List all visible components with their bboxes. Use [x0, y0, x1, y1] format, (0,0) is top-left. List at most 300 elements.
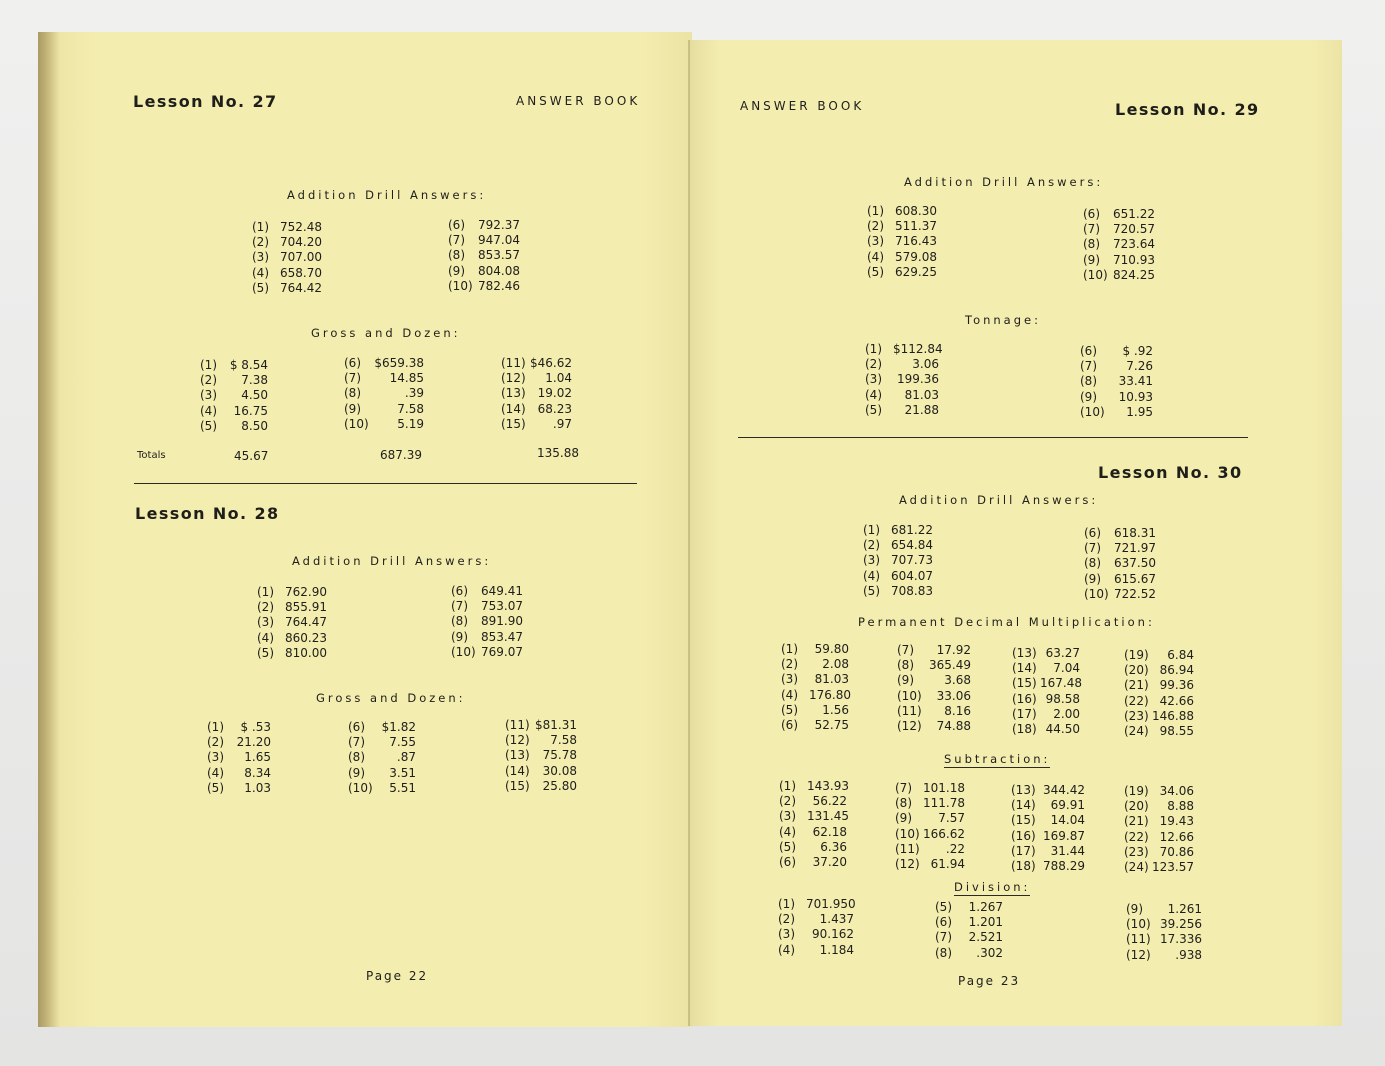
answer-number: (2): [865, 357, 882, 372]
answer-row: [895, 827, 965, 842]
sub-col3: [1011, 783, 1085, 874]
answer-value: 39.256: [1160, 917, 1202, 932]
answer-value: 701.950: [806, 897, 856, 911]
answer-number: (2): [779, 794, 796, 809]
answer-number: (1): [865, 342, 882, 356]
answer-value: 722.52: [1114, 586, 1156, 601]
answer-row: [895, 842, 965, 857]
answer-value: 651.22: [1113, 207, 1155, 221]
l28-addition-col2: [451, 584, 523, 660]
answer-row: [348, 766, 416, 781]
answer-number: (2): [252, 235, 269, 250]
answer-number: (8): [451, 614, 468, 629]
answer-value: 804.08: [478, 263, 520, 278]
answer-value: 658.70: [280, 265, 322, 280]
answer-value: 8.34: [244, 765, 271, 780]
answer-row: [344, 386, 424, 401]
answer-value: 764.42: [280, 280, 322, 295]
answer-number: (6): [448, 218, 465, 232]
answer-number: (4): [257, 630, 274, 645]
answer-number: (5): [200, 418, 217, 433]
answer-row: [348, 735, 416, 750]
answer-number: (3): [863, 553, 880, 568]
answer-row: [448, 233, 520, 248]
answer-number: (13): [501, 386, 526, 401]
answer-number: (5): [865, 402, 882, 417]
answer-value: 365.49: [929, 658, 971, 673]
answer-row: [1012, 676, 1080, 691]
answer-value: 59.80: [814, 642, 849, 656]
l29-addition-col2: [1083, 207, 1155, 283]
answer-value: 2.521: [968, 930, 1003, 945]
answer-value: 1.56: [822, 702, 849, 717]
answer-value: 7.55: [389, 735, 416, 750]
answer-number: (6): [781, 718, 798, 733]
answer-number: (12): [501, 371, 526, 386]
answer-number: (1): [779, 779, 796, 793]
answer-number: (1): [207, 720, 224, 734]
answer-row: [1080, 390, 1153, 405]
answer-row: [1012, 661, 1080, 676]
answer-number: (19): [1124, 648, 1149, 662]
answer-row: [501, 371, 572, 386]
answer-value: 608.30: [895, 204, 937, 218]
answer-number: (7): [897, 643, 914, 657]
answer-row: [778, 943, 854, 958]
answer-value: $ .53: [240, 720, 271, 734]
multiplication-title: Permanent Decimal Multiplication:: [858, 615, 1155, 629]
answer-row: [1011, 798, 1085, 813]
answer-value: .22: [945, 841, 965, 856]
answer-value: 710.93: [1113, 252, 1155, 267]
answer-row: [1126, 948, 1202, 963]
answer-number: (2): [863, 538, 880, 553]
answer-value: $46.62: [530, 356, 572, 370]
answer-row: [867, 204, 937, 219]
div-col2: [935, 900, 1003, 961]
answer-value: 7.04: [1053, 661, 1080, 676]
answer-row: [348, 781, 416, 796]
division-title: Division:: [954, 880, 1031, 894]
answer-row: [1011, 829, 1085, 844]
answer-row: [1012, 707, 1080, 722]
answer-value: 782.46: [478, 278, 520, 293]
answer-value: 8.50: [241, 418, 268, 433]
answer-value: 704.20: [280, 235, 322, 250]
answer-number: (8): [1084, 556, 1101, 571]
answer-value: 167.48: [1040, 676, 1082, 691]
answer-number: (6): [1080, 344, 1097, 358]
answer-row: [935, 900, 1003, 915]
answer-value: 7.58: [397, 401, 424, 416]
mult-col4: [1124, 648, 1194, 739]
answer-number: (10): [1083, 267, 1108, 282]
answer-number: (16): [1012, 691, 1037, 706]
answer-row: [863, 523, 933, 538]
answer-book-label: ANSWER BOOK: [740, 99, 865, 113]
answer-value: 123.57: [1152, 860, 1194, 875]
answer-value: 6.36: [820, 839, 847, 854]
answer-value: 615.67: [1114, 571, 1156, 586]
answer-row: [781, 657, 849, 672]
answer-row: [1083, 207, 1155, 222]
answer-value: 629.25: [895, 264, 937, 279]
answer-number: (5): [257, 645, 274, 660]
answer-row: [1124, 845, 1194, 860]
section-divider: [134, 483, 637, 484]
answer-row: [867, 219, 937, 234]
answer-number: (9): [1126, 902, 1143, 916]
answer-value: $659.38: [374, 356, 424, 370]
left-page: [38, 32, 692, 1027]
answer-number: (7): [344, 371, 361, 386]
answer-row: [344, 402, 424, 417]
answer-value: 81.03: [904, 387, 939, 402]
answer-number: (7): [895, 781, 912, 795]
answer-number: (9): [895, 811, 912, 826]
answer-number: (14): [1011, 798, 1036, 813]
answer-row: [200, 404, 268, 419]
answer-row: [897, 704, 971, 719]
div-col1: [778, 897, 854, 958]
answer-value: 10.93: [1118, 389, 1153, 404]
answer-value: 31.44: [1050, 843, 1085, 858]
mult-col3: [1012, 646, 1080, 737]
answer-number: (14): [1012, 661, 1037, 676]
answer-value: 16.75: [233, 403, 268, 418]
answer-row: [865, 403, 939, 418]
answer-value: 6.84: [1167, 648, 1194, 662]
answer-value: 753.07: [481, 599, 523, 614]
answer-number: (13): [505, 748, 530, 763]
answer-number: (10): [451, 644, 476, 659]
answer-number: (8): [1083, 237, 1100, 252]
answer-value: 3.06: [912, 357, 939, 372]
answer-row: [1012, 692, 1080, 707]
answer-number: (4): [865, 387, 882, 402]
answer-value: 769.07: [481, 644, 523, 659]
answer-value: 61.94: [930, 857, 965, 872]
answer-row: [935, 946, 1003, 961]
answer-row: [344, 417, 424, 432]
answer-number: (6): [1084, 526, 1101, 540]
answer-row: [252, 266, 322, 281]
answer-row: [505, 733, 577, 748]
answer-row: [257, 600, 327, 615]
answer-number: (14): [505, 763, 530, 778]
total-1: 45.67: [234, 449, 269, 463]
sub-col2: [895, 781, 965, 872]
answer-value: $1.82: [381, 720, 416, 734]
answer-value: 1.267: [968, 900, 1003, 914]
answer-value: 21.88: [904, 402, 939, 417]
answer-row: [1124, 709, 1194, 724]
answer-value: $ 8.54: [229, 358, 268, 372]
answer-value: 33.41: [1118, 374, 1153, 389]
l28-addition-title: Addition Drill Answers:: [292, 554, 492, 568]
total-3: 135.88: [537, 446, 579, 460]
answer-row: [451, 614, 523, 629]
answer-row: [207, 781, 271, 796]
answer-row: [1084, 526, 1156, 541]
answer-value: 723.64: [1113, 237, 1155, 252]
answer-number: (11): [897, 703, 922, 718]
answer-row: [451, 630, 523, 645]
l28-gross-col2: [348, 720, 416, 796]
answer-row: [867, 234, 937, 249]
answer-row: [348, 750, 416, 765]
answer-value: 25.80: [542, 778, 577, 793]
answer-row: [1011, 844, 1085, 859]
answer-number: (8): [348, 750, 365, 765]
answer-value: 131.45: [807, 809, 849, 824]
answer-row: [781, 642, 849, 657]
answer-row: [451, 584, 523, 599]
answer-value: 98.55: [1159, 724, 1194, 739]
answer-row: [781, 688, 849, 703]
answer-row: [451, 599, 523, 614]
answer-number: (3): [781, 672, 798, 687]
answer-value: 98.58: [1045, 691, 1080, 706]
answer-number: (2): [207, 735, 224, 750]
answer-number: (4): [863, 568, 880, 583]
answer-row: [252, 281, 322, 296]
answer-value: 7.38: [241, 373, 268, 388]
answer-value: 143.93: [807, 779, 849, 793]
answer-number: (4): [252, 265, 269, 280]
answer-value: .87: [396, 750, 416, 765]
answer-row: [1126, 932, 1202, 947]
l28-addition-col1: [257, 585, 327, 661]
answer-value: 618.31: [1114, 526, 1156, 540]
totals-label: Totals: [137, 450, 166, 461]
answer-value: 7.57: [938, 811, 965, 826]
answer-row: [257, 631, 327, 646]
answer-value: 604.07: [891, 568, 933, 583]
answer-value: 166.62: [923, 826, 965, 841]
answer-row: [207, 766, 271, 781]
answer-number: (6): [1083, 207, 1100, 221]
answer-value: 86.94: [1159, 663, 1194, 678]
answer-number: (16): [1011, 828, 1036, 843]
answer-row: [200, 419, 268, 434]
answer-row: [865, 342, 943, 357]
l27-addition-col1: [252, 220, 322, 296]
total-2: 687.39: [380, 448, 422, 462]
answer-value: 637.50: [1114, 556, 1156, 571]
answer-row: [1083, 253, 1155, 268]
answer-value: 17.92: [936, 643, 971, 657]
answer-value: 101.18: [923, 781, 965, 795]
page-number: Page 22: [366, 969, 429, 983]
answer-row: [778, 897, 854, 912]
answer-row: [207, 735, 271, 750]
answer-row: [897, 689, 971, 704]
answer-value: 853.57: [478, 248, 520, 263]
answer-value: 21.20: [236, 735, 271, 750]
answer-row: [344, 371, 424, 386]
answer-number: (9): [344, 401, 361, 416]
l27-addition-title: Addition Drill Answers:: [287, 188, 487, 202]
answer-value: 19.02: [537, 386, 572, 401]
answer-row: [781, 672, 849, 687]
answer-number: (3): [778, 927, 795, 942]
lesson-27-heading: Lesson No. 27: [133, 92, 278, 111]
answer-value: 681.22: [891, 523, 933, 537]
answer-number: (6): [451, 584, 468, 598]
answer-row: [1124, 784, 1194, 799]
answer-row: [1124, 830, 1194, 845]
answer-value: 14.85: [389, 371, 424, 386]
answer-value: 762.90: [285, 585, 327, 599]
answer-number: (4): [781, 687, 798, 702]
answer-number: (15): [501, 416, 526, 431]
answer-value: 63.27: [1045, 646, 1080, 660]
answer-number: (7): [935, 930, 952, 945]
answer-value: $81.31: [535, 718, 577, 732]
answer-row: [865, 372, 939, 387]
answer-value: 654.84: [891, 538, 933, 553]
answer-number: (8): [895, 796, 912, 811]
answer-value: 707.00: [280, 250, 322, 265]
answer-row: [895, 796, 965, 811]
answer-number: (14): [501, 401, 526, 416]
answer-row: [257, 646, 327, 661]
answer-row: [1126, 917, 1202, 932]
answer-number: (11): [895, 841, 920, 856]
answer-value: 764.47: [285, 615, 327, 630]
answer-row: [1124, 694, 1194, 709]
answer-value: 720.57: [1113, 222, 1155, 237]
answer-row: [779, 855, 847, 870]
answer-row: [779, 840, 847, 855]
answer-number: (9): [451, 629, 468, 644]
answer-value: 8.88: [1167, 799, 1194, 814]
answer-number: (13): [1012, 646, 1037, 660]
answer-row: [257, 615, 327, 630]
answer-number: (6): [935, 915, 952, 930]
answer-value: 70.86: [1159, 844, 1194, 859]
answer-number: (19): [1124, 784, 1149, 798]
answer-value: 14.04: [1050, 813, 1085, 828]
answer-number: (5): [867, 264, 884, 279]
answer-row: [501, 402, 572, 417]
answer-row: [1083, 222, 1155, 237]
sub-col4: [1124, 784, 1194, 875]
answer-number: (7): [448, 233, 465, 248]
answer-value: 90.162: [812, 927, 854, 942]
answer-row: [207, 750, 271, 765]
answer-number: (2): [867, 219, 884, 234]
answer-row: [863, 538, 933, 553]
answer-row: [1124, 678, 1194, 693]
answer-row: [779, 779, 847, 794]
answer-row: [252, 235, 322, 250]
answer-number: (10): [348, 780, 373, 795]
answer-number: (10): [1080, 404, 1105, 419]
answer-number: (2): [781, 657, 798, 672]
answer-number: (8): [344, 386, 361, 401]
answer-number: (12): [1126, 947, 1151, 962]
answer-row: [505, 779, 577, 794]
sub-col1: [779, 779, 847, 870]
answer-value: 74.88: [936, 719, 971, 734]
answer-number: (23): [1124, 844, 1149, 859]
answer-row: [1124, 724, 1194, 739]
answer-row: [348, 720, 416, 735]
answer-number: (21): [1124, 814, 1149, 829]
answer-number: (12): [897, 719, 922, 734]
answer-value: 2.00: [1053, 706, 1080, 721]
answer-number: (9): [1084, 571, 1101, 586]
answer-row: [895, 857, 965, 872]
answer-row: [1124, 648, 1194, 663]
l27-gross-title: Gross and Dozen:: [311, 326, 461, 340]
answer-number: (15): [1011, 813, 1036, 828]
answer-value: 579.08: [895, 249, 937, 264]
answer-row: [863, 569, 933, 584]
answer-value: 34.06: [1159, 784, 1194, 798]
answer-row: [1080, 374, 1153, 389]
answer-row: [1084, 587, 1156, 602]
answer-row: [448, 264, 520, 279]
answer-row: [252, 220, 322, 235]
answer-value: 146.88: [1152, 708, 1194, 723]
answer-row: [344, 356, 424, 371]
answer-value: 3.68: [944, 673, 971, 688]
mult-col2: [897, 643, 971, 734]
l27-gross-col1: [200, 358, 268, 434]
answer-row: [448, 279, 520, 294]
tonnage-col2: [1080, 344, 1153, 420]
answer-row: [1080, 405, 1153, 420]
answer-row: [863, 553, 933, 568]
answer-value: 5.19: [397, 416, 424, 431]
answer-row: [935, 930, 1003, 945]
answer-number: (10): [897, 688, 922, 703]
answer-number: (2): [257, 600, 274, 615]
answer-value: 1.201: [968, 915, 1003, 930]
answer-row: [1011, 813, 1085, 828]
answer-number: (2): [778, 912, 795, 927]
answer-row: [865, 388, 939, 403]
answer-value: 716.43: [895, 234, 937, 249]
answer-number: (1): [867, 204, 884, 218]
answer-value: 30.08: [542, 763, 577, 778]
answer-value: 1.03: [244, 780, 271, 795]
answer-value: 7.26: [1126, 359, 1153, 374]
answer-row: [779, 809, 847, 824]
answer-row: [863, 584, 933, 599]
answer-number: (7): [1080, 359, 1097, 374]
answer-number: (6): [779, 855, 796, 870]
answer-number: (10): [448, 278, 473, 293]
answer-value: 511.37: [895, 219, 937, 234]
l29-addition-col1: [867, 204, 937, 280]
answer-number: (5): [935, 900, 952, 914]
answer-value: 1.04: [545, 371, 572, 386]
l27-gross-col2: [344, 356, 424, 432]
answer-row: [501, 356, 572, 371]
l30-addition-col2: [1084, 526, 1156, 602]
answer-row: [895, 811, 965, 826]
answer-value: 1.95: [1126, 404, 1153, 419]
answer-row: [505, 718, 577, 733]
tonnage-title: Tonnage:: [965, 313, 1041, 327]
answer-number: (15): [505, 778, 530, 793]
answer-number: (4): [200, 403, 217, 418]
answer-number: (23): [1124, 708, 1149, 723]
